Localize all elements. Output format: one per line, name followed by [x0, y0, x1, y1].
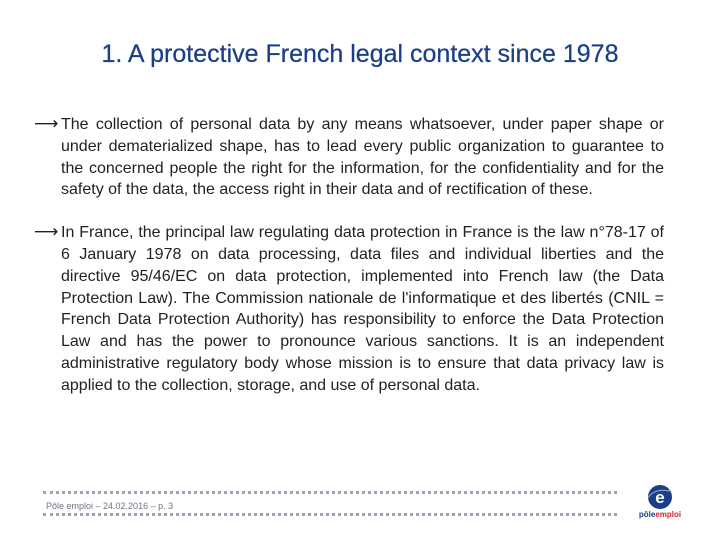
bullet-text: In France, the principal law regulating data protection in France is the law n°78-17 of 6 January 1978 on data processing, data files and individual liberties and the directive 95/46/EC on data protection, implemented into French law (the Data Protection Law). The Commission nationale de l'informatique et des libertés (CNIL = French Data Protection Authority) has responsibility to enforce the Data Protection Law and has the power to pronounce various sanctions. It is an independent administrative regulatory body whose mission is to ensure that data privacy law is applied to the collection, storage, and use of personal data.	[61, 224, 664, 394]
logo-wordmark	[636, 510, 684, 520]
logo-letter: e	[655, 488, 665, 507]
arrow-icon: ⟶	[34, 222, 59, 243]
footer-divider-top	[43, 491, 617, 494]
bullet-item	[34, 114, 664, 201]
slide-title: 1. A protective French legal context since 1978	[101, 40, 619, 68]
bullet-list	[34, 114, 664, 418]
logo-word-pole: pôle	[638, 510, 656, 519]
arrow-icon: ⟶	[34, 114, 59, 134]
logo-word-emploi: emploi	[655, 510, 682, 519]
footer-text: Pôle emploi – 24.02.2016 – p. 3	[46, 501, 174, 511]
bullet-text: The collection of personal data by any means whatsoever, under paper shape or under dematerialized shape, has to lead every public organization to guarantee to the concerned people the right for the information, for the confidentiality and for the safety of the data, the access right in their data and of rectification of these.	[61, 116, 664, 199]
bullet-item	[34, 222, 664, 396]
footer-divider-bottom	[43, 513, 617, 516]
